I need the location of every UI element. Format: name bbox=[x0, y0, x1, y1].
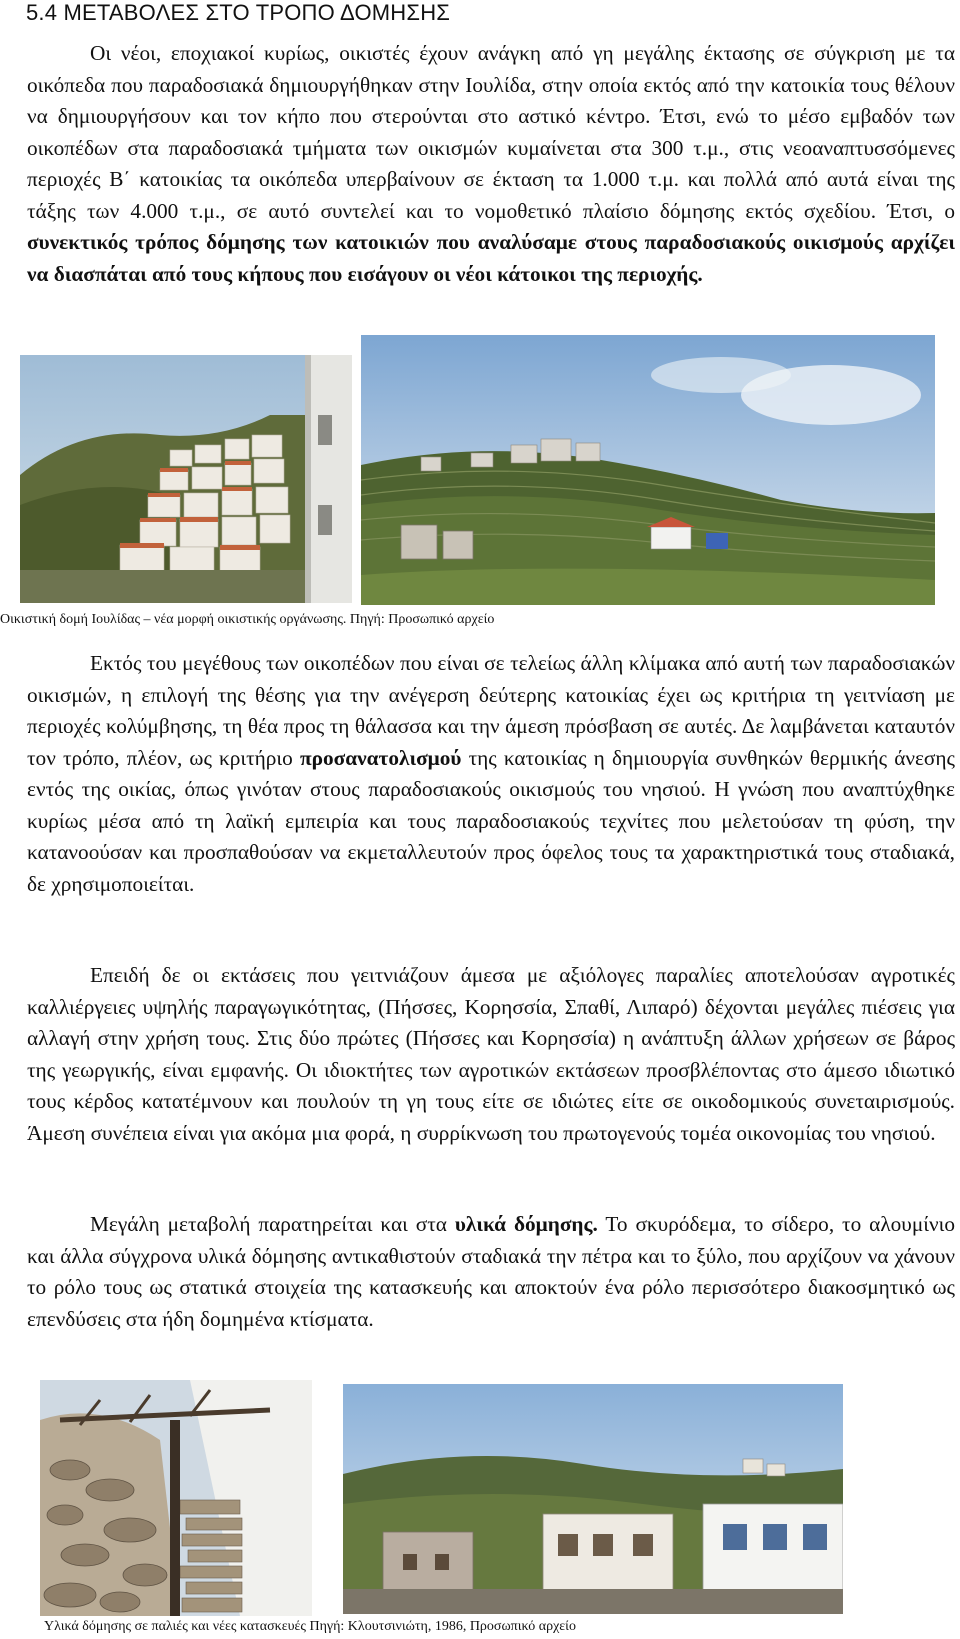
paragraph-emphasis: προσανατολισμού bbox=[299, 745, 462, 770]
photo-new-houses bbox=[343, 1384, 843, 1614]
paragraph-plot-sizes bbox=[27, 38, 955, 290]
paragraph-emphasis: συνεκτικός τρόπος δόμησης των κατοικιών που αναλύσαμε στους παραδοσιακούς οικισμούς αρχίζει να διασπάται από τους κήπους που εισάγουν οι νέοι κάτοικοι της περιοχής. bbox=[27, 230, 955, 286]
section-heading: 5.4 ΜΕΤΑΒΟΛΕΣ ΣΤΟ ΤΡΟΠΟ ΔΟΜΗΣΗΣ bbox=[26, 0, 451, 25]
paragraph-agricultural-land bbox=[27, 960, 955, 1149]
figure-caption: Οικιστική δομή Ιουλίδας – νέα μορφή οικιστικής οργάνωσης. Πηγή: Προσωπικό αρχείο bbox=[0, 612, 495, 627]
photo-stone-ruin bbox=[40, 1380, 312, 1616]
paragraph-text: Μεγάλη μεταβολή παρατηρείται και στα bbox=[90, 1212, 455, 1236]
paragraph-text: της κατοικίας η δημιουργία συνθηκών θερμικής άνεσης εντός της οικίας, όπως γινόταν στους παραδοσιακούς οικισμούς του νησιού. Η γνώση που αναπτύχθηκε κυρίως μέσα από τη λαϊκή εμπειρία και τους παραδοσιακούς τεχνίτες που μελετούσαν τη φύση, την κατανοούσαν και προσπαθούσαν να εκμεταλλευτούν προς όφελος τους τα χαρακτηριστικά τους σταδιακά, δε χρησιμοποιείται. bbox=[27, 745, 955, 896]
paragraph-text: Επειδή δε οι εκτάσεις που γειτνιάζουν άμεσα με αξιόλογες παραλίες αποτελούσαν αγροτικές καλλιέργειες υψηλής παραγωγικότητας, (Πήσσες, Κορησσία, Σπαθί, Λιπαρό) δέχονται μεγάλες πιέσεις για αλλαγή στην χρήση τους. Στις δύο πρώτες (Πήσσες και Κορησσία) η ανάπτυξη άλλων χρήσεων σε βάρος της γεωργικής, είναι εμφανής. Οι ιδιοκτήτες των αγροτικών εκτάσεων προσβλέποντας στο άμεσο ιδιωτικό τους κέρδος κατατέμνουν και πουλούν τη γη τους είτε σε ιδιώτες είτε σε οικοδομικούς συνεταιρισμούς. Άμεση συνέπεια είναι για ακόμα μια φορά, η συρρίκνωση του πρωτογενούς τομέα οικονομίας του νησιού. bbox=[27, 963, 955, 1145]
photo-terraced-hill bbox=[361, 335, 935, 605]
figure-caption: Υλικά δόμησης σε παλιές και νέες κατασκευές Πηγή: Κλουτσινιώτη, 1986, Προσωπικό αρχείο bbox=[44, 1619, 576, 1634]
paragraph-building-materials bbox=[27, 1209, 955, 1335]
paragraph-text: Το σκυρόδεμα, το σίδερο, το αλουμίνιο και άλλα σύγχρονα υλικά δόμησης αντικαθιστούν σταδιακά την πέτρα και το ξύλο, που αρχίζουν να χάνουν το ρόλο τους ως στατικά στοιχεία της κατασκευής και αποκτούν ένα ρόλο περισσότερο διακοσμητικό ως επενδύσεις στα ήδη δομημένα κτίσματα. bbox=[27, 1212, 955, 1331]
photo-ioulida-village bbox=[20, 355, 352, 603]
paragraph-site-criteria bbox=[27, 648, 955, 900]
paragraph-text: Οι νέοι, εποχιακοί κυρίως, οικιστές έχουν ανάγκη από γη μεγάλης έκτασης σε σύγκριση με τα οικόπεδα που παραδοσιακά δημιουργήθηκαν στην Ιουλίδα, στην οποία εκτός από την κατοικία τους θέλουν να δημιουργήσουν και τον κήπο που στερούνται στο αστικό κέντρο. Έτσι, ενώ το μέσο εμβαδόν των οικοπέδων στα παραδοσιακά τμήματα των οικισμών κυμαίνεται στα 300 τ.μ., στις νεοαναπτυσσόμενες περιοχές Β΄ κατοικίας τα οικόπεδα υπερβαίνουν σε έκταση τα 1.000 τ.μ. και πολλά από αυτά είναι της τάξης των 4.000 τ.μ., σε αυτό συντελεί και το νομοθετικό πλαίσιο δόμησης εκτός σχεδίου. Έτσι, ο bbox=[27, 41, 955, 223]
paragraph-emphasis: υλικά δόμησης. bbox=[454, 1212, 598, 1236]
paragraph-text: Εκτός του μεγέθους των οικοπέδων που είναι σε τελείως άλλη κλίμακα από αυτή των παραδοσιακών οικισμών, η επιλογή της θέσης για την ανέγερση δεύτερης κατοικίας έχει ως κριτήρια τη γειτνίαση με περιοχές κολύμβησης, τη θέα προς τη θάλασσα και την άμεση πρόσβαση σε αυτές. Δε λαμβάνεται καταυτόν τον τρόπο, πλέον, ως κριτήριο bbox=[27, 651, 955, 770]
